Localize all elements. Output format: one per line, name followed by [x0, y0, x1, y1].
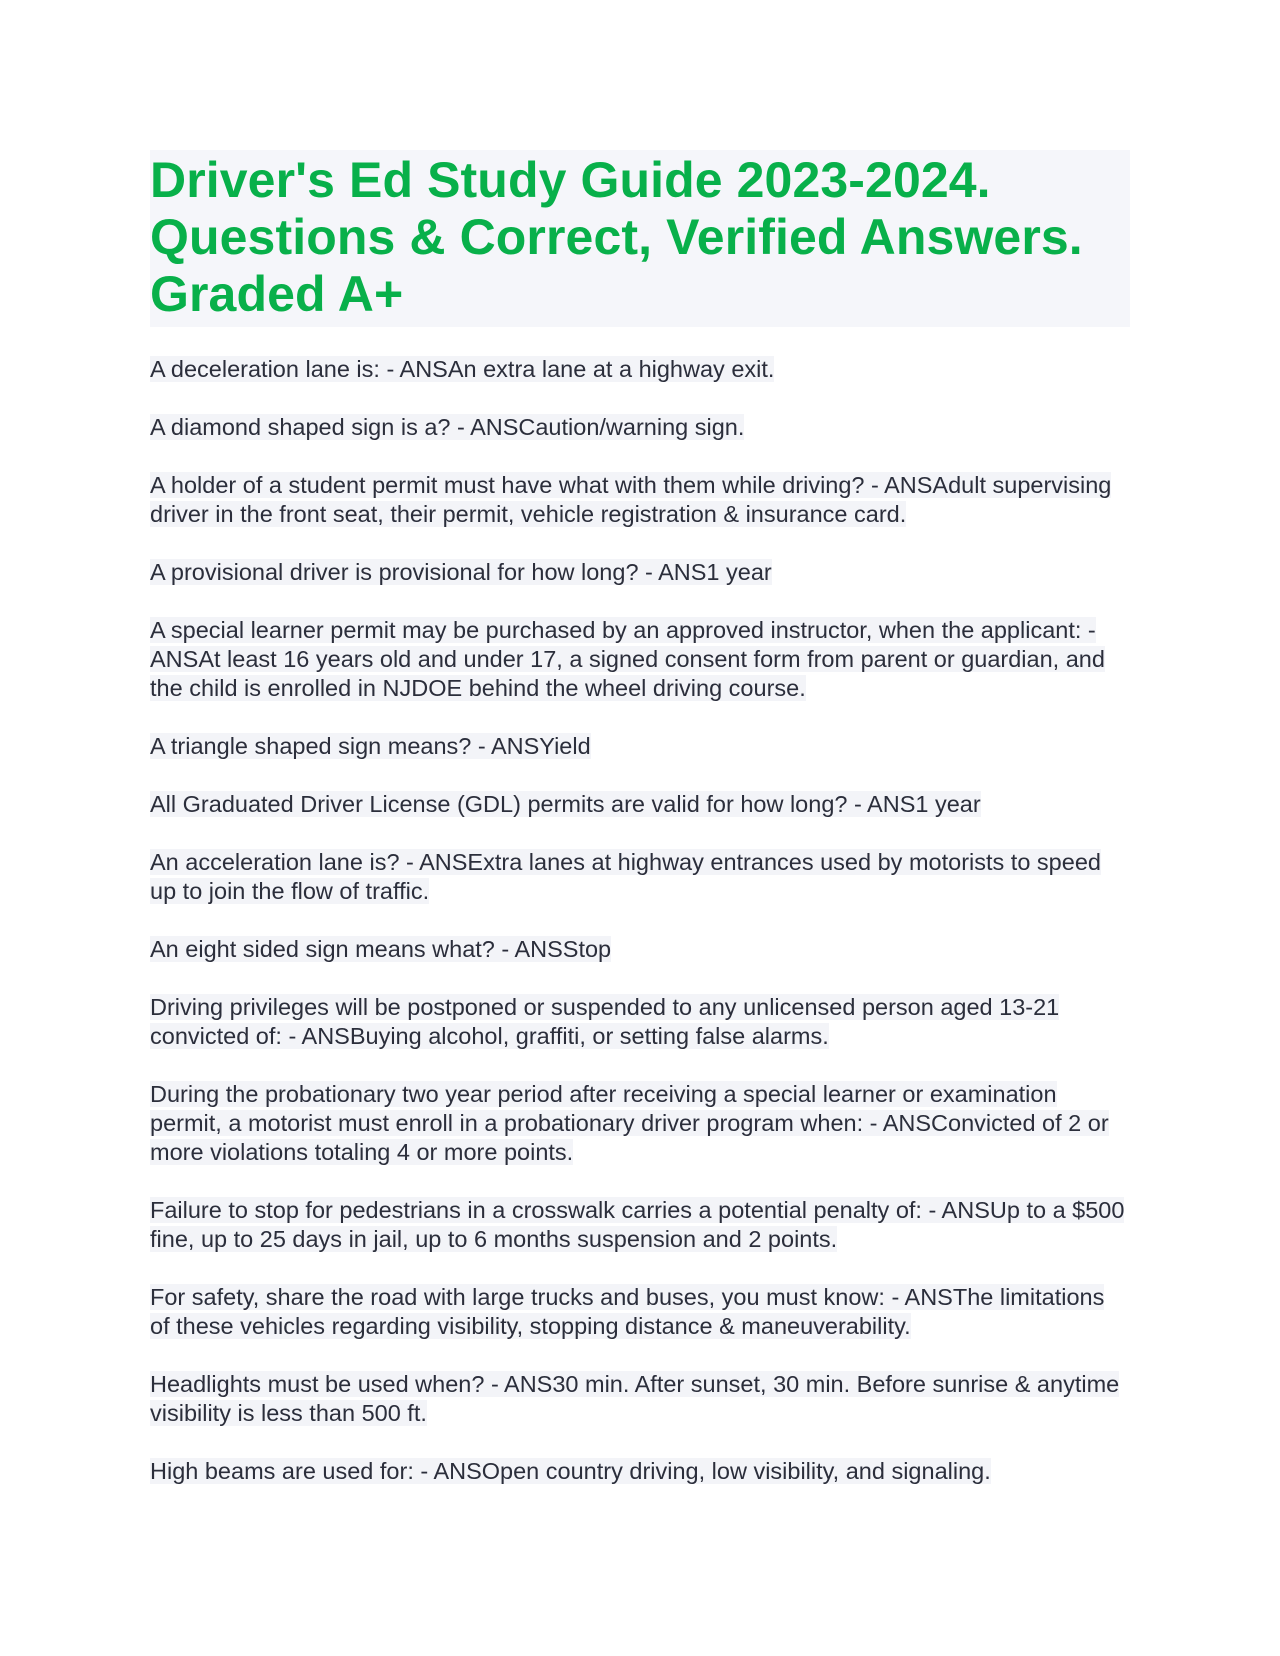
qa-text: A holder of a student permit must have what with them while driving? - ANSAdult supervising driver in the front seat, their permit, vehicle registration & insurance card. — [150, 472, 1112, 527]
qa-item — [150, 790, 1130, 819]
qa-item — [150, 732, 1130, 761]
qa-item — [150, 1283, 1130, 1341]
qa-item — [150, 1457, 1130, 1486]
qa-item — [150, 413, 1130, 442]
qa-text: All Graduated Driver License (GDL) permits are valid for how long? - ANS1 year — [150, 791, 981, 817]
qa-text: High beams are used for: - ANSOpen country driving, low visibility, and signaling. — [150, 1458, 991, 1484]
qa-item — [150, 558, 1130, 587]
qa-text: Driving privileges will be postponed or suspended to any unlicensed person aged 13-21 convicted of: - ANSBuying alcohol, graffiti, or setting false alarms. — [150, 994, 1060, 1049]
qa-text: Headlights must be used when? - ANS30 min. After sunset, 30 min. Before sunrise & anytime visibility is less than 500 ft. — [150, 1371, 1120, 1426]
qa-text: An acceleration lane is? - ANSExtra lanes at highway entrances used by motorists to speed up to join the flow of traffic. — [150, 849, 1101, 904]
qa-text: During the probationary two year period after receiving a special learner or examination permit, a motorist must enroll in a probationary driver program when: - ANSConvicted of 2 or more violations totaling 4 or more points. — [150, 1081, 1109, 1165]
qa-item — [150, 1080, 1130, 1167]
document-page — [150, 150, 1130, 1515]
qa-text: A provisional driver is provisional for how long? - ANS1 year — [150, 559, 772, 585]
qa-text: Failure to stop for pedestrians in a crosswalk carries a potential penalty of: - ANSUp to a $500 fine, up to 25 days in jail, up to 6 months suspension and 2 points. — [150, 1197, 1125, 1252]
qa-item — [150, 935, 1130, 964]
qa-item — [150, 1196, 1130, 1254]
qa-item — [150, 355, 1130, 384]
qa-item — [150, 471, 1130, 529]
title-block — [150, 150, 1130, 327]
qa-text: A triangle shaped sign means? - ANSYield — [150, 733, 591, 759]
qa-text: A diamond shaped sign is a? - ANSCaution/warning sign. — [150, 414, 745, 440]
qa-item — [150, 848, 1130, 906]
qa-item — [150, 993, 1130, 1051]
qa-text: A special learner permit may be purchased by an approved instructor, when the applicant: - ANSAt least 16 years old and under 17, a signed consent form from parent or guardian, and the child is enrolled in NJDOE behind the wheel driving course. — [150, 617, 1105, 701]
qa-item — [150, 616, 1130, 703]
qa-item — [150, 1370, 1130, 1428]
qa-text: A deceleration lane is: - ANSAn extra lane at a highway exit. — [150, 356, 775, 382]
qa-text: For safety, share the road with large trucks and buses, you must know: - ANSThe limitations of these vehicles regarding visibility, stopping distance & maneuverability. — [150, 1284, 1105, 1339]
document-title: Driver's Ed Study Guide 2023-2024. Questions & Correct, Verified Answers. Graded A+ — [150, 152, 1083, 322]
qa-list — [150, 355, 1130, 1486]
qa-text: An eight sided sign means what? - ANSStop — [150, 936, 612, 962]
